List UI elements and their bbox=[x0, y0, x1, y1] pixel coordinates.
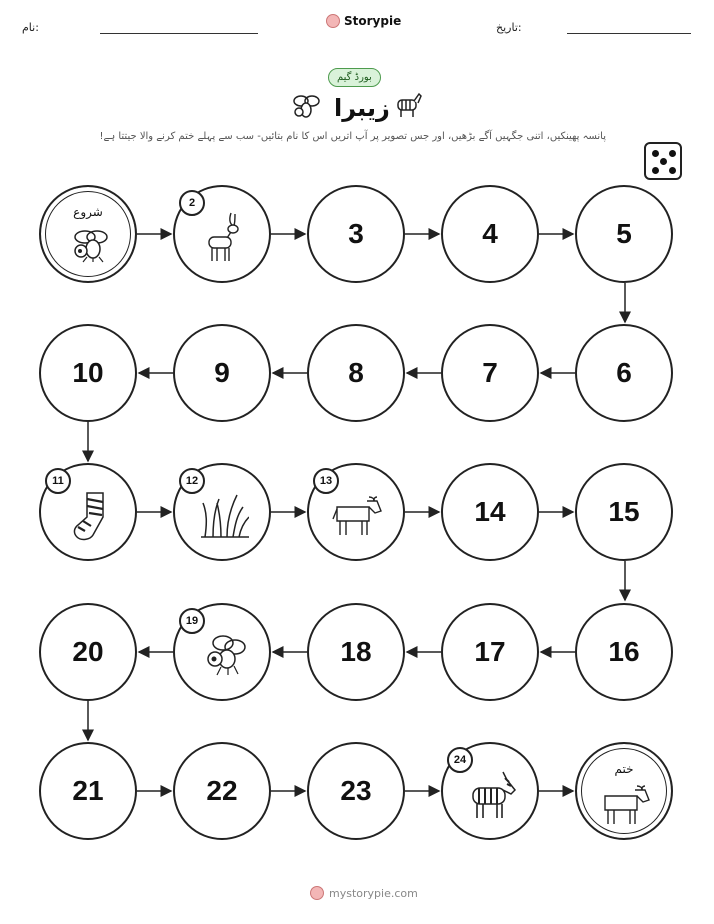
board-cell-20[interactable] bbox=[39, 603, 137, 701]
board-cell-8[interactable] bbox=[307, 324, 405, 422]
board-cell-14[interactable] bbox=[441, 463, 539, 561]
board-cell-17[interactable] bbox=[441, 603, 539, 701]
cell-number: 8 bbox=[348, 357, 364, 388]
start-label: شروع bbox=[73, 205, 103, 219]
cell-number: 7 bbox=[482, 357, 498, 388]
instructions: پانسہ پھینکیں، اتنی جگہیں آگے بڑھیں، اور جس تصویر پر آپ اتریں اس کا نام بتائیں- سب سے پہلے ختم کرنے والا جیتتا ہے! bbox=[99, 131, 606, 142]
fly-icon bbox=[201, 631, 247, 677]
cell-number-badge: 24 bbox=[447, 747, 473, 773]
category-badge: بورڈ گیم bbox=[328, 68, 381, 87]
grass-icon bbox=[199, 491, 249, 539]
cell-number: 18 bbox=[340, 636, 372, 667]
cell-number-badge: 2 bbox=[179, 190, 205, 216]
board-cell-23[interactable] bbox=[307, 742, 405, 840]
board-cell-15[interactable] bbox=[575, 463, 673, 561]
board-cell-3[interactable] bbox=[307, 185, 405, 283]
brand-name: Storypie bbox=[344, 14, 402, 28]
footer bbox=[310, 886, 418, 900]
gazelle-icon bbox=[201, 211, 245, 263]
wildebeest-icon bbox=[601, 782, 651, 826]
board-cell-6[interactable] bbox=[575, 324, 673, 422]
cell-number: 23 bbox=[340, 775, 372, 806]
cell-number-badge: 11 bbox=[45, 468, 71, 494]
cell-number: 3 bbox=[348, 218, 364, 249]
zebra-icon bbox=[467, 770, 519, 820]
board-cell-9[interactable] bbox=[173, 324, 271, 422]
board-cell-18[interactable] bbox=[307, 603, 405, 701]
page-title: زیبرا bbox=[334, 94, 390, 122]
cell-number: 15 bbox=[608, 496, 640, 527]
board-cell-4[interactable] bbox=[441, 185, 539, 283]
cell-number: 5 bbox=[616, 218, 632, 249]
cell-number: 21 bbox=[72, 775, 104, 806]
board-cell-5[interactable] bbox=[575, 185, 673, 283]
cell-number: 6 bbox=[616, 357, 632, 388]
fly-icon bbox=[67, 227, 111, 263]
cell-number: 9 bbox=[214, 357, 230, 388]
finish-label: ختم bbox=[614, 762, 634, 776]
cell-number: 17 bbox=[474, 636, 506, 667]
footer-url[interactable]: mystorypie.com bbox=[329, 886, 418, 900]
start-cell[interactable] bbox=[39, 185, 137, 283]
finish-cell[interactable] bbox=[575, 742, 673, 840]
board-cell-10[interactable] bbox=[39, 324, 137, 422]
name-label: نام: bbox=[22, 21, 39, 34]
striped-sock-icon bbox=[69, 491, 109, 541]
cell-number: 20 bbox=[72, 636, 104, 667]
board-cell-21[interactable] bbox=[39, 742, 137, 840]
board-cell-16[interactable] bbox=[575, 603, 673, 701]
cell-number: 16 bbox=[608, 636, 640, 667]
wildebeest-icon bbox=[331, 493, 385, 537]
board-cell-22[interactable] bbox=[173, 742, 271, 840]
cell-number: 4 bbox=[482, 218, 498, 249]
cell-number: 14 bbox=[474, 496, 506, 527]
board-cell-7[interactable] bbox=[441, 324, 539, 422]
cell-number-badge: 19 bbox=[179, 608, 205, 634]
date-label: تاریخ: bbox=[496, 21, 522, 34]
cell-number-badge: 12 bbox=[179, 468, 205, 494]
cell-number: 10 bbox=[72, 357, 104, 388]
cell-number-badge: 13 bbox=[313, 468, 339, 494]
cell-number: 22 bbox=[206, 775, 238, 806]
storypie-logo-icon bbox=[310, 886, 324, 900]
